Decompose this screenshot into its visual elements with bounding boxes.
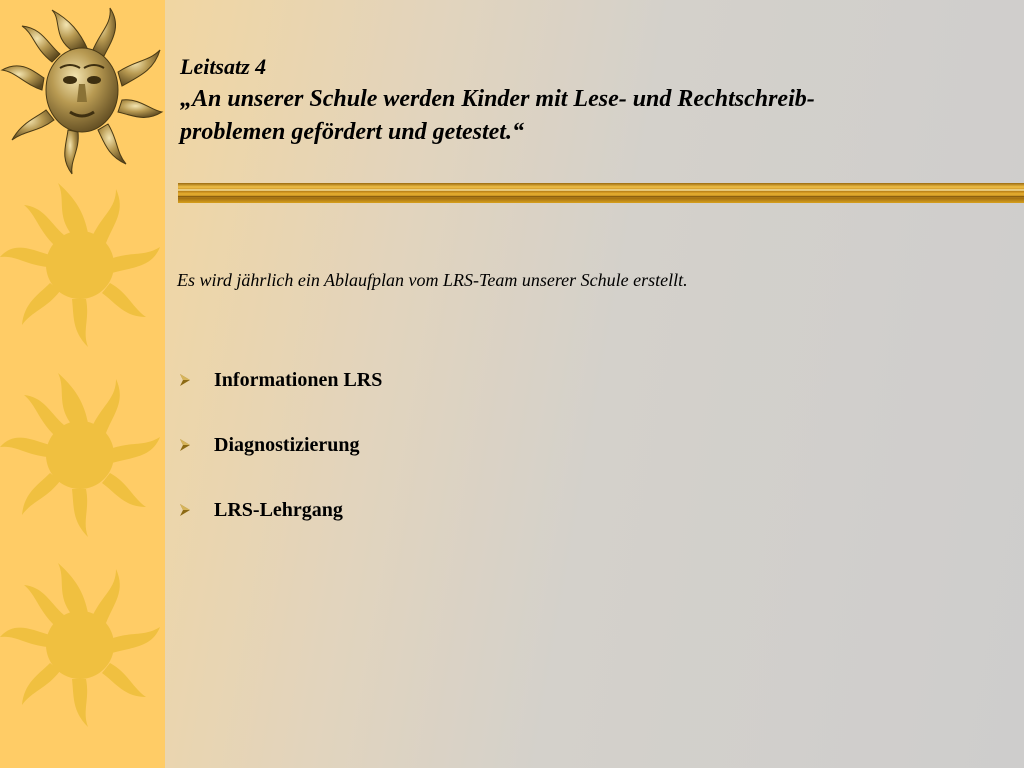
list-item [178,496,382,524]
gold-divider-rule [178,183,1024,203]
bullet-label: Informationen LRS [214,368,383,391]
sun-icon [0,180,165,350]
arrow-bullet-icon [178,503,192,517]
list-item [178,366,382,394]
list-item [178,431,382,459]
slide-quote-line-2: problemen gefördert und getestet.“ [180,119,524,145]
slide-quote-line-1: „An unserer Schule werden Kinder mit Lese- und Rechtschreib- [180,86,815,112]
arrow-bullet-icon [178,438,192,452]
slide-title-block [180,50,1000,149]
slide-title: Leitsatz 4 [180,54,267,79]
sun-icon [0,560,165,730]
bullet-label: LRS-Lehrgang [214,498,343,521]
bullet-label: Diagnostizierung [214,433,360,456]
decorative-side-strip [0,0,165,768]
slide-subtitle: Es wird jährlich ein Ablaufplan vom LRS-Team unserer Schule erstellt. [177,270,688,290]
sun-face-icon [0,5,165,175]
arrow-bullet-icon [178,373,192,387]
bullet-list [178,366,382,561]
sun-icon [0,370,165,540]
